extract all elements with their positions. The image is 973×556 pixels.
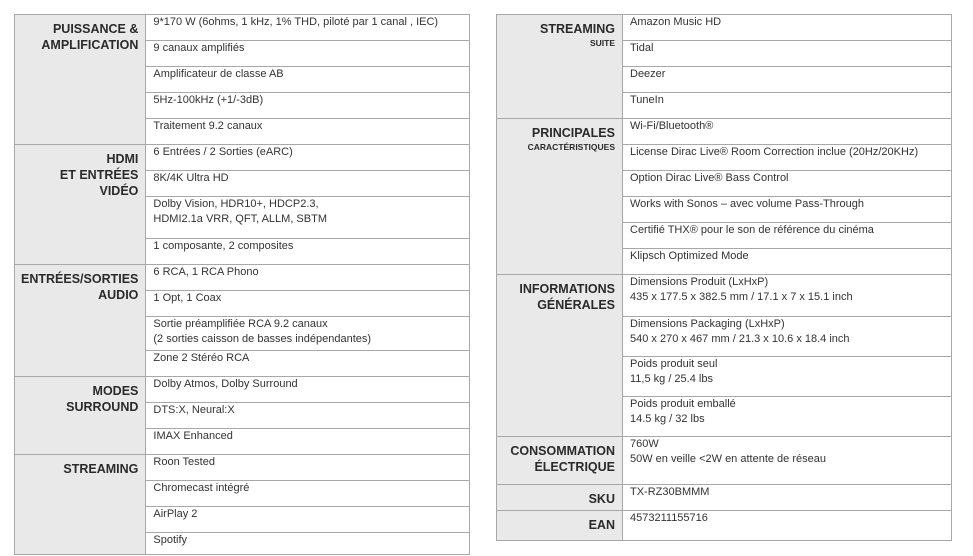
spec-value-cell [146, 377, 470, 403]
spec-value-cell [146, 93, 470, 119]
section-heading-modes-surround [15, 377, 146, 455]
spec-value-line: 8K/4K Ultra HD [153, 172, 229, 184]
spec-value-cell [623, 93, 952, 119]
spec-value-cell [146, 145, 470, 171]
spec-value-cell [623, 15, 952, 41]
spec-value-cell [623, 249, 952, 275]
spec-value-line: TX-RZ30BMMM [630, 486, 710, 498]
section-heading-hdmi-et-entrees-video [15, 145, 146, 265]
spec-value-cell [623, 119, 952, 145]
spec-value-cell [146, 15, 470, 41]
spec-value-line: Works with Sonos – avec volume Pass-Through [630, 198, 864, 210]
section-heading-informations-generales [497, 275, 623, 437]
spec-value-cell [146, 317, 470, 351]
spec-value-line: Option Dirac Live® Bass Control [630, 172, 789, 184]
section-heading-puissance-amplification [15, 15, 146, 145]
spec-value-cell [623, 397, 952, 437]
section-heading-sku [497, 485, 623, 511]
spec-value-line: 11,5 kg / 25.4 lbs [630, 373, 713, 385]
spec-value-line: Chromecast intégré [153, 482, 250, 494]
spec-value-cell [623, 437, 952, 485]
spec-value-cell [146, 197, 470, 239]
spec-value-line: IMAX Enhanced [153, 430, 233, 442]
spec-value-line: 435 x 177.5 x 382.5 mm / 17.1 x 7 x 15.1 inch [630, 291, 853, 303]
spec-value-cell [146, 351, 470, 377]
spec-value-line: Traitement 9.2 canaux [153, 120, 263, 132]
spec-value-line: Zone 2 Stéréo RCA [153, 352, 250, 364]
spec-value-line: Wi-Fi/Bluetooth® [630, 120, 714, 132]
section-heading-line: ET ENTRÉES VIDÉO [59, 168, 139, 198]
spec-value-line: 14.5 kg / 32 lbs [630, 413, 705, 425]
spec-row [497, 119, 952, 145]
section-heading-line: AMPLIFICATION [41, 38, 139, 52]
spec-value-line: 6 Entrées / 2 Sorties (eARC) [153, 146, 293, 158]
section-heading-line: SKU [588, 492, 615, 506]
section-heading-line: INFORMATIONS [519, 282, 615, 296]
spec-value-cell [623, 511, 952, 541]
spec-value-cell [623, 67, 952, 93]
spec-value-cell [623, 357, 952, 397]
spec-table-right [496, 14, 952, 541]
spec-value-line: 9 canaux amplifiés [153, 42, 245, 54]
section-heading-line: MODES [92, 384, 139, 398]
spec-value-cell [146, 507, 470, 533]
spec-value-line: 760W [630, 438, 659, 450]
spec-row [15, 145, 470, 171]
spec-value-line: TuneIn [630, 94, 664, 106]
spec-value-line: Deezer [630, 68, 666, 80]
spec-value-cell [146, 403, 470, 429]
section-heading-line: AUDIO [98, 288, 139, 302]
section-subheading: CARACTÉRISTIQUES [527, 142, 615, 152]
spec-value-line: Sortie préamplifiée RCA 9.2 canaux [153, 318, 328, 330]
spec-value-line: Amazon Music HD [630, 16, 722, 28]
spec-value-cell [146, 171, 470, 197]
section-heading-entrees-sorties-audio [15, 265, 146, 377]
spec-row [15, 265, 470, 291]
spec-value-line: 50W en veille <2W en attente de réseau [630, 453, 826, 465]
section-heading-line: HDMI [106, 152, 139, 166]
section-heading-line: EAN [588, 518, 615, 532]
spec-value-line: Dimensions Packaging (LxHxP) [630, 318, 785, 330]
spec-row [497, 485, 952, 511]
section-heading-line: ÉLECTRIQUE [534, 460, 615, 474]
section-heading-line: CONSOMMATION [510, 444, 615, 458]
spec-value-line: Spotify [153, 534, 188, 546]
spec-value-cell [623, 317, 952, 357]
spec-value-cell [146, 67, 470, 93]
spec-value-line: 6 RCA, 1 RCA Phono [153, 266, 259, 278]
spec-value-line: 540 x 270 x 467 mm / 21.3 x 10.6 x 18.4 inch [630, 333, 850, 345]
section-heading-line: PUISSANCE & [52, 22, 139, 36]
spec-value-line: Klipsch Optimized Mode [630, 250, 749, 262]
spec-value-cell [623, 275, 952, 317]
section-heading-line: PRINCIPALES [531, 126, 615, 140]
spec-value-line: Poids produit emballé [630, 398, 736, 410]
spec-row [15, 15, 470, 41]
spec-value-line: Amplificateur de classe AB [153, 68, 284, 80]
spec-value-cell [623, 171, 952, 197]
spec-value-cell [146, 265, 470, 291]
spec-value-cell [623, 41, 952, 67]
spec-row [497, 511, 952, 541]
section-heading-line: STREAMING [63, 462, 139, 476]
spec-row [497, 275, 952, 317]
spec-value-line: Tidal [630, 42, 654, 54]
spec-value-line: Roon Tested [153, 456, 215, 468]
spec-value-line: Dimensions Produit (LxHxP) [630, 276, 769, 288]
spec-value-cell [146, 41, 470, 67]
spec-value-cell [146, 481, 470, 507]
spec-value-line: DTS:X, Neural:X [153, 404, 235, 416]
spec-value-cell [146, 239, 470, 265]
spec-value-cell [146, 291, 470, 317]
spec-value-line: AirPlay 2 [153, 508, 198, 520]
section-heading-streaming [15, 455, 146, 555]
spec-value-line: Dolby Vision, HDR10+, HDCP2.3, [153, 198, 319, 210]
spec-value-cell [623, 223, 952, 249]
spec-value-line: 5Hz-100kHz (+1/-3dB) [153, 94, 264, 106]
spec-value-cell [623, 145, 952, 171]
spec-table-left [14, 14, 470, 555]
spec-row [15, 377, 470, 403]
section-heading-line: ENTRÉES/SORTIES [21, 272, 139, 286]
spec-value-cell [146, 119, 470, 145]
spec-value-line: 4573211155716 [630, 512, 708, 524]
spec-value-line: 9*170 W (6ohms, 1 kHz, 1% THD, piloté par 1 canal , IEC) [153, 16, 439, 28]
spec-row [497, 437, 952, 485]
spec-value-line: 1 composante, 2 composites [153, 240, 294, 252]
section-heading-principales [497, 119, 623, 275]
spec-value-cell [146, 455, 470, 481]
spec-value-line: 1 Opt, 1 Coax [153, 292, 222, 304]
section-heading-ean [497, 511, 623, 541]
spec-value-cell [623, 485, 952, 511]
spec-value-line: License Dirac Live® Room Correction inclue (20Hz/20KHz) [630, 146, 919, 158]
spec-value-cell [623, 197, 952, 223]
spec-value-line: Poids produit seul [630, 358, 718, 370]
spec-value-cell [146, 533, 470, 555]
spec-value-line: Certifié THX® pour le son de référence du cinéma [630, 224, 874, 236]
spec-value-line: (2 sorties caisson de basses indépendantes) [153, 333, 372, 345]
spec-value-line: Dolby Atmos, Dolby Surround [153, 378, 298, 390]
spec-row [497, 15, 952, 41]
spec-value-line: HDMI2.1a VRR, QFT, ALLM, SBTM [153, 213, 327, 225]
spec-value-cell [146, 429, 470, 455]
section-heading-consommation-electrique [497, 437, 623, 485]
section-heading-line: STREAMING [540, 22, 615, 36]
section-subheading: SUITE [589, 38, 615, 48]
section-heading-line: GÉNÉRALES [537, 298, 615, 312]
spec-row [15, 455, 470, 481]
section-heading-streaming [497, 15, 623, 119]
section-heading-line: SURROUND [66, 400, 139, 414]
